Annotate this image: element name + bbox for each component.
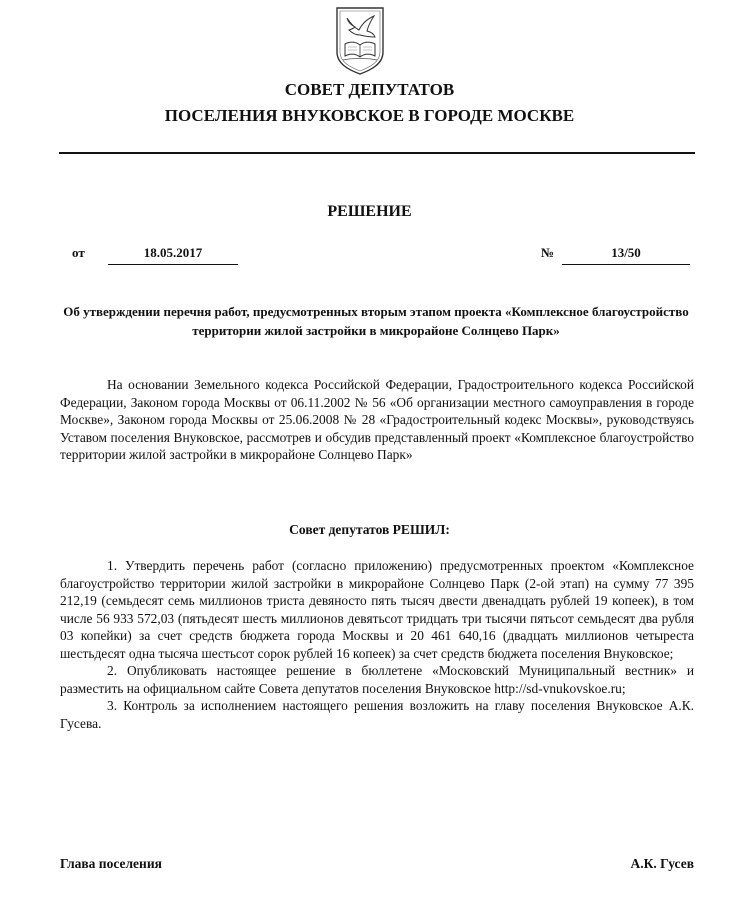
number-label: № <box>541 245 555 260</box>
document-date: 18.05.2017 <box>108 245 238 265</box>
resolution-item: 2. Опубликовать настоящее решение в бюллетене «Московский Муниципальный вестник» и разместить на официальном сайте Совета депутатов поселения Внуковское http://sd-vnukovskoe.ru; <box>60 663 694 696</box>
dove-over-book-emblem-icon <box>331 6 389 76</box>
date-label: от <box>72 245 85 260</box>
org-name-line-1: СОВЕТ ДЕПУТАТОВ <box>284 80 455 99</box>
resolved-heading: Совет депутатов РЕШИЛ: <box>289 522 450 537</box>
header-divider <box>59 152 695 154</box>
signatory-name: А.К. Гусев <box>630 856 694 871</box>
resolution-items <box>60 557 694 732</box>
preamble-paragraph: На основании Земельного кодекса Российской Федерации, Градостроительного кодекса Российской Федерации, Законом города Москвы от 06.11.2002 № 56 «Об организации местного самоуправления в городе Москве», Законом города Москвы от 25.06.2008 № 28 «Градостроительный кодекс Москвы», руководствуясь Уставом поселения Внуковское, рассмотрев и обсудив представленный проект «Комплексное благоустройство территории жилой застройки в микрорайоне Солнцево Парк» <box>60 377 694 462</box>
resolution-item: 3. Контроль за исполнением настоящего решения возложить на главу поселения Внуковское А.К. Гусева. <box>60 698 694 731</box>
document-type: РЕШЕНИЕ <box>327 203 412 220</box>
resolution-item: 1. Утвердить перечень работ (согласно приложению) предусмотренных проектом «Комплексное благоустройство территории жилой застройки в микрорайоне Солнцево Парк (2-ой этап) на сумму 77 395 212,19 (семьдесят семь миллионов триста девяносто пять тысяч двести двенадцать рублей 19 копеек), в том числе 56 933 572,03 (пятьдесят шесть миллионов девятьсот тридцать три тысячи пятьсот семьдесят два рубля 03 копейки) за счет средств бюджета города Москвы и 20 461 640,16 (двадцать миллионов четыреста шестьдесят одна тысяча шестьсот сорок рублей 16 копеек) за счет средств бюджета поселения Внуковское; <box>60 558 694 661</box>
document-number: 13/50 <box>562 245 690 265</box>
org-name-line-2: ПОСЕЛЕНИЯ ВНУКОВСКОЕ В ГОРОДЕ МОСКВЕ <box>164 106 575 125</box>
document-subject: Об утверждении перечня работ, предусмотренных вторым этапом проекта «Комплексное благоустройство территории жилой застройки в микрорайоне Солнцево Парк» <box>63 304 689 338</box>
signatory-title: Глава поселения <box>60 856 162 871</box>
